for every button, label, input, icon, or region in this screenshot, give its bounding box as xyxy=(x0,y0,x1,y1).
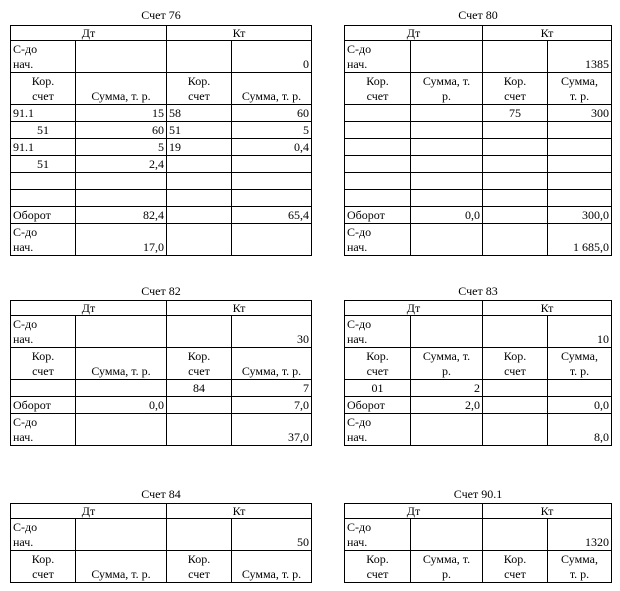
debit-header: Дт xyxy=(345,504,483,519)
turnover-debit: 0,0 xyxy=(76,397,167,414)
opening-balance-label: С-до нач. xyxy=(345,519,411,551)
opening-credit: 30 xyxy=(232,316,312,348)
debit-amount: 15 xyxy=(76,105,167,122)
credit-amount: 60 xyxy=(232,105,312,122)
t-account-table xyxy=(344,25,612,256)
t-account-table xyxy=(10,300,312,446)
debit-corr-account: 51 xyxy=(11,156,76,173)
debit-amount: 2 xyxy=(411,380,483,397)
account-90-1 xyxy=(344,487,612,587)
debit-corr-account: 91.1 xyxy=(11,139,76,156)
credit-header: Кт xyxy=(483,504,612,519)
opening-balance-label: С-до нач. xyxy=(11,41,76,73)
debit-header: Дт xyxy=(11,504,167,519)
table-row xyxy=(345,173,612,190)
corr-account-header: Кор. счет xyxy=(345,551,411,583)
table-row xyxy=(11,139,312,156)
credit-header: Кт xyxy=(167,26,312,41)
corr-account-header: Кор. счет xyxy=(345,73,411,105)
amount-header: Сумма, т. р. xyxy=(411,73,483,105)
table-row xyxy=(345,122,612,139)
debit-header: Дт xyxy=(345,301,483,316)
turnover-debit: 2,0 xyxy=(411,397,483,414)
t-account-table xyxy=(10,25,312,256)
account-title: Счет 80 xyxy=(458,8,498,22)
debit-amount: 5 xyxy=(76,139,167,156)
closing-credit: 37,0 xyxy=(232,414,312,446)
account-title: Счет 84 xyxy=(141,487,181,501)
debit-amount: 2,4 xyxy=(76,156,167,173)
table-row xyxy=(11,173,312,190)
account-title: Счет 90.1 xyxy=(453,487,503,501)
opening-credit: 50 xyxy=(232,519,312,551)
table-row xyxy=(345,105,612,122)
credit-header: Кт xyxy=(483,26,612,41)
credit-corr-account: 84 xyxy=(167,380,232,397)
amount-header: Сумма, т. р. xyxy=(76,73,167,105)
amount-header: Сумма, т. р. xyxy=(76,551,167,583)
debit-header: Дт xyxy=(11,301,167,316)
opening-balance-label: С-до нач. xyxy=(345,316,411,348)
credit-amount xyxy=(232,156,312,173)
closing-balance-label: С-до нач. xyxy=(11,414,76,446)
amount-header: Сумма, т. р. xyxy=(548,348,612,380)
corr-account-header: Кор. счет xyxy=(11,348,76,380)
table-row xyxy=(11,122,312,139)
opening-balance-label: С-до нач. xyxy=(11,519,76,551)
amount-header: Сумма, т. р. xyxy=(232,348,312,380)
turnover-credit: 0,0 xyxy=(548,397,612,414)
opening-balance-label: С-до нач. xyxy=(11,316,76,348)
amount-header: Сумма, т. р. xyxy=(548,551,612,583)
turnover-label: Оборот xyxy=(11,397,76,414)
account-82 xyxy=(10,284,312,454)
closing-balance-label: С-до нач. xyxy=(345,414,411,446)
closing-credit: 8,0 xyxy=(548,414,612,446)
amount-header: Сумма, т. р. xyxy=(411,551,483,583)
credit-header: Кт xyxy=(483,301,612,316)
debit-corr-account: 01 xyxy=(345,380,411,397)
debit-header: Дт xyxy=(345,26,483,41)
corr-account-header: Кор. счет xyxy=(167,73,232,105)
table-row xyxy=(345,380,612,397)
table-row xyxy=(345,139,612,156)
debit-corr-account: 51 xyxy=(11,122,76,139)
credit-amount: 5 xyxy=(232,122,312,139)
table-row xyxy=(11,105,312,122)
turnover-credit: 65,4 xyxy=(232,207,312,224)
credit-amount: 0,4 xyxy=(232,139,312,156)
amount-header: Сумма, т. р. xyxy=(76,348,167,380)
credit-amount: 300 xyxy=(548,105,612,122)
table-row xyxy=(345,156,612,173)
account-76 xyxy=(10,8,312,268)
turnover-label: Оборот xyxy=(11,207,76,224)
closing-credit xyxy=(232,224,312,256)
opening-credit-acct xyxy=(167,41,232,73)
opening-credit: 0 xyxy=(232,41,312,73)
turnover-debit: 82,4 xyxy=(76,207,167,224)
closing-balance-label: С-до нач. xyxy=(11,224,76,256)
t-account-table xyxy=(344,300,612,446)
corr-account-header: Кор. счет xyxy=(345,348,411,380)
credit-header: Кт xyxy=(167,504,312,519)
account-80 xyxy=(344,8,612,268)
credit-corr-account: 19 xyxy=(167,139,232,156)
credit-header: Кт xyxy=(167,301,312,316)
table-row xyxy=(345,190,612,207)
amount-header: Сумма, т. р. xyxy=(411,348,483,380)
corr-account-header: Кор. счет xyxy=(483,348,548,380)
credit-amount: 7 xyxy=(232,380,312,397)
corr-account-header: Кор. счет xyxy=(483,73,548,105)
opening-credit: 10 xyxy=(548,316,612,348)
account-title: Счет 83 xyxy=(458,284,498,298)
corr-account-header: Кор. счет xyxy=(11,73,76,105)
credit-corr-account: 58 xyxy=(167,105,232,122)
corr-account-header: Кор. счет xyxy=(167,348,232,380)
table-row xyxy=(11,156,312,173)
credit-corr-account: 51 xyxy=(167,122,232,139)
account-title: Счет 82 xyxy=(141,284,181,298)
amount-header: Сумма, т. р. xyxy=(232,551,312,583)
credit-corr-account: 75 xyxy=(483,105,548,122)
turnover-credit: 7,0 xyxy=(232,397,312,414)
corr-account-header: Кор. счет xyxy=(483,551,548,583)
closing-debit: 17,0 xyxy=(76,224,167,256)
turnover-credit: 300,0 xyxy=(548,207,612,224)
corr-account-header: Кор. счет xyxy=(11,551,76,583)
turnover-debit: 0,0 xyxy=(411,207,483,224)
turnover-label: Оборот xyxy=(345,207,411,224)
debit-header: Дт xyxy=(11,26,167,41)
credit-corr-account xyxy=(167,156,232,173)
closing-credit: 1 685,0 xyxy=(548,224,612,256)
amount-header: Сумма, т. р. xyxy=(232,73,312,105)
debit-amount: 60 xyxy=(76,122,167,139)
account-title: Счет 76 xyxy=(141,8,181,22)
corr-account-header: Кор. счет xyxy=(167,551,232,583)
turnover-label: Оборот xyxy=(345,397,411,414)
table-row xyxy=(11,190,312,207)
t-account-table xyxy=(344,503,612,583)
t-account-table xyxy=(10,503,312,583)
closing-balance-label: С-до нач. xyxy=(345,224,411,256)
amount-header: Сумма, т. р. xyxy=(548,73,612,105)
opening-credit: 1320 xyxy=(548,519,612,551)
opening-credit: 1385 xyxy=(548,41,612,73)
opening-debit xyxy=(76,41,167,73)
account-83 xyxy=(344,284,612,454)
table-row xyxy=(11,380,312,397)
account-84 xyxy=(10,487,312,587)
opening-balance-label: С-до нач. xyxy=(345,41,411,73)
debit-corr-account: 91.1 xyxy=(11,105,76,122)
